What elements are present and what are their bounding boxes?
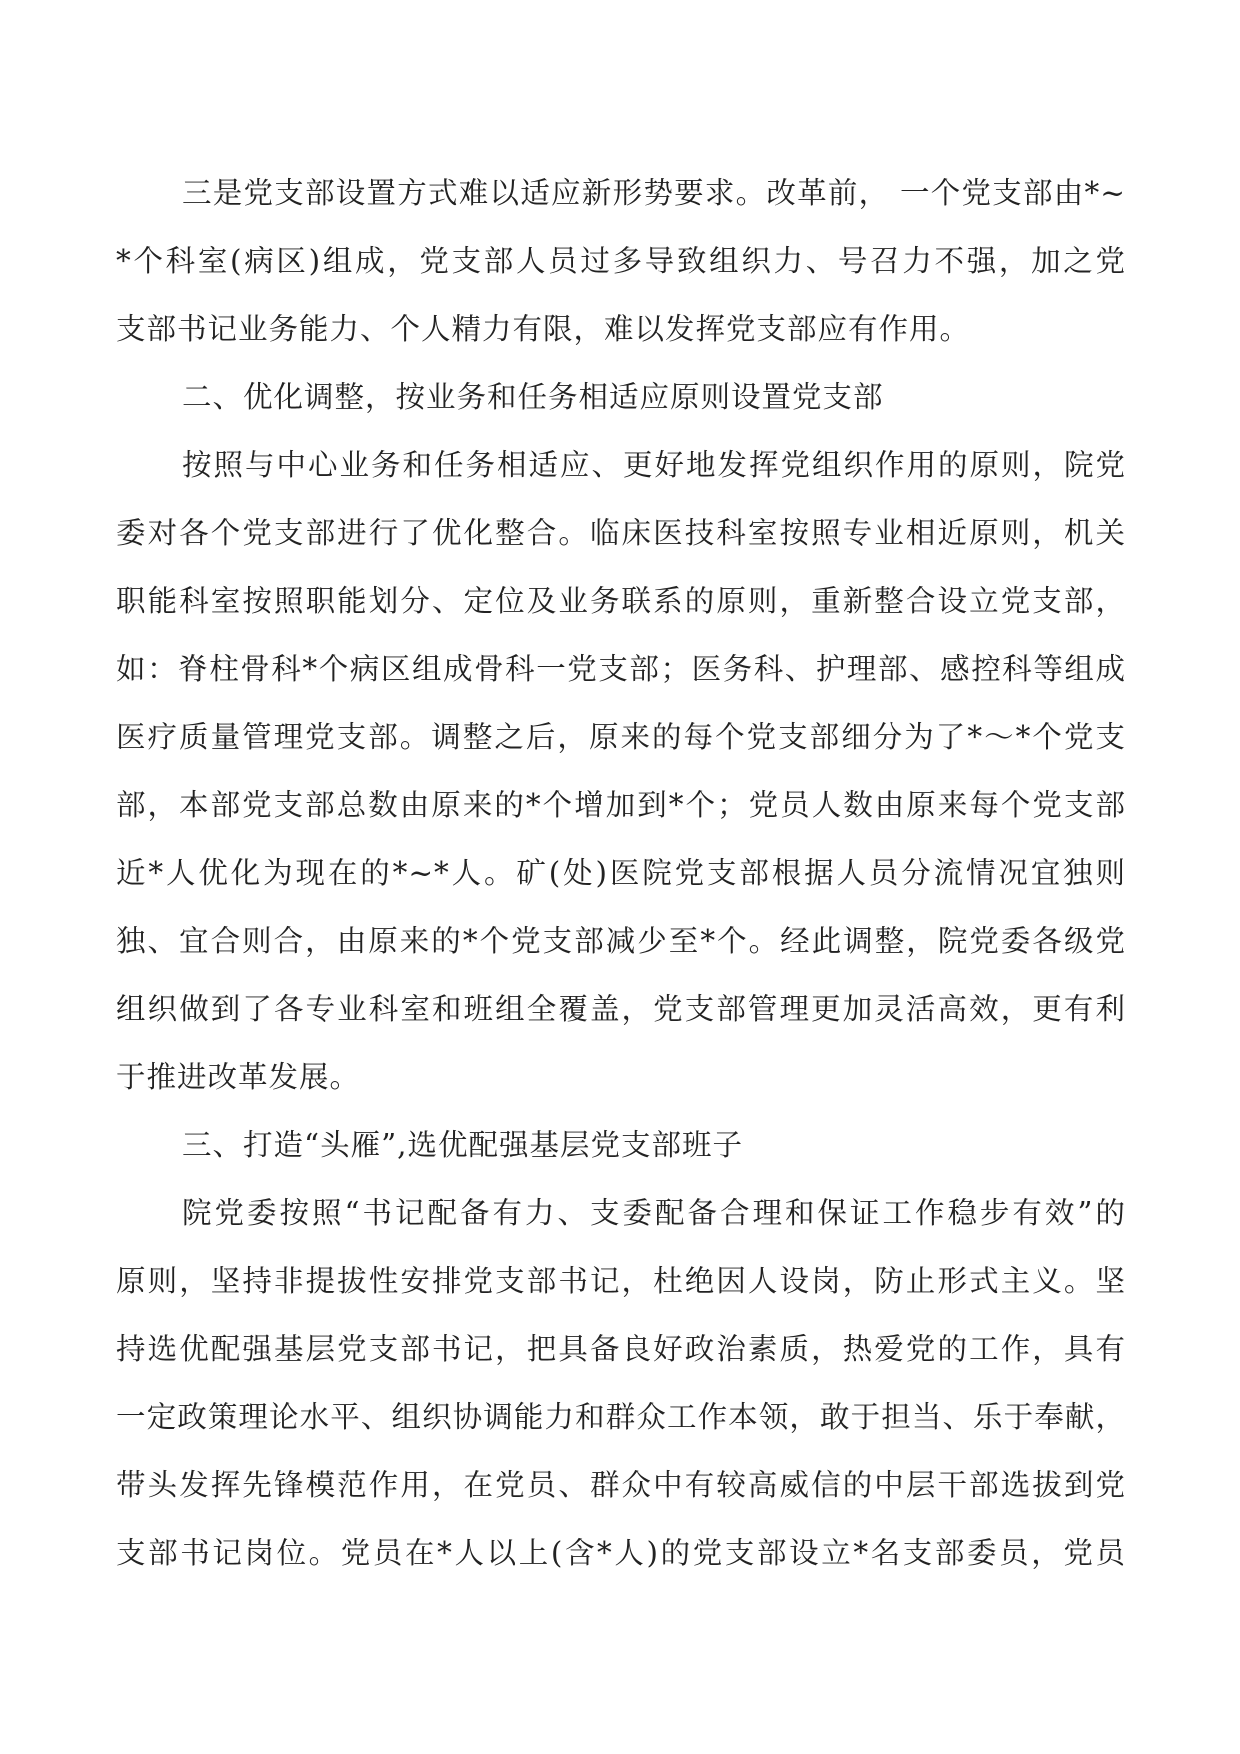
- paragraph-line: 医疗质量管理党支部。调整之后，原来的每个党支部细分为了*～*个党支: [116, 720, 1126, 754]
- section-heading: 三、打造“头雁”,选优配强基层党支部班子: [182, 1128, 744, 1162]
- paragraph-line: 独、宜合则合，由原来的*个党支部减少至*个。经此调整，院党委各级党: [116, 924, 1126, 958]
- paragraph-line: 一定政策理论水平、组织协调能力和群众工作本领，敢于担当、乐于奉献，: [116, 1400, 1126, 1434]
- paragraph-line: 三是党支部设置方式难以适应新形势要求。改革前， 一个党支部由*~: [182, 176, 1126, 210]
- paragraph-line: 院党委按照“书记配备有力、支委配备合理和保证工作稳步有效”的: [182, 1196, 1126, 1230]
- paragraph-line: 职能科室按照职能划分、定位及业务联系的原则，重新整合设立党支部，: [116, 584, 1126, 618]
- paragraph-line: 部，本部党支部总数由原来的*个增加到*个；党员人数由原来每个党支部: [116, 788, 1126, 822]
- paragraph-line: 如：脊柱骨科*个病区组成骨科一党支部；医务科、护理部、感控科等组成: [116, 652, 1126, 686]
- paragraph-line: 委对各个党支部进行了优化整合。临床医技科室按照专业相近原则，机关: [116, 516, 1126, 550]
- paragraph-line: 持选优配强基层党支部书记，把具备良好政治素质，热爱党的工作，具有: [116, 1332, 1126, 1366]
- paragraph-line: 原则，坚持非提拔性安排党支部书记，杜绝因人设岗，防止形式主义。坚: [116, 1264, 1126, 1298]
- paragraph-line: 支部书记岗位。党员在*人以上(含*人)的党支部设立*名支部委员，党员: [116, 1536, 1126, 1570]
- paragraph-line: 于推进改革发展。: [116, 1060, 361, 1094]
- paragraph-line: 带头发挥先锋模范作用，在党员、群众中有较高威信的中层干部选拔到党: [116, 1468, 1126, 1502]
- paragraph-line: *个科室(病区)组成，党支部人员过多导致组织力、号召力不强，加之党: [116, 244, 1126, 278]
- paragraph-line: 支部书记业务能力、个人精力有限，难以发挥党支部应有作用。: [116, 312, 971, 346]
- paragraph-line: 组织做到了各专业科室和班组全覆盖，党支部管理更加灵活高效，更有利: [116, 992, 1126, 1026]
- paragraph-line: 近*人优化为现在的*~*人。矿(处)医院党支部根据人员分流情况宜独则: [116, 856, 1126, 890]
- section-heading: 二、优化调整，按业务和任务相适应原则设置党支部: [182, 380, 884, 414]
- paragraph-line: 按照与中心业务和任务相适应、更好地发挥党组织作用的原则，院党: [182, 448, 1126, 482]
